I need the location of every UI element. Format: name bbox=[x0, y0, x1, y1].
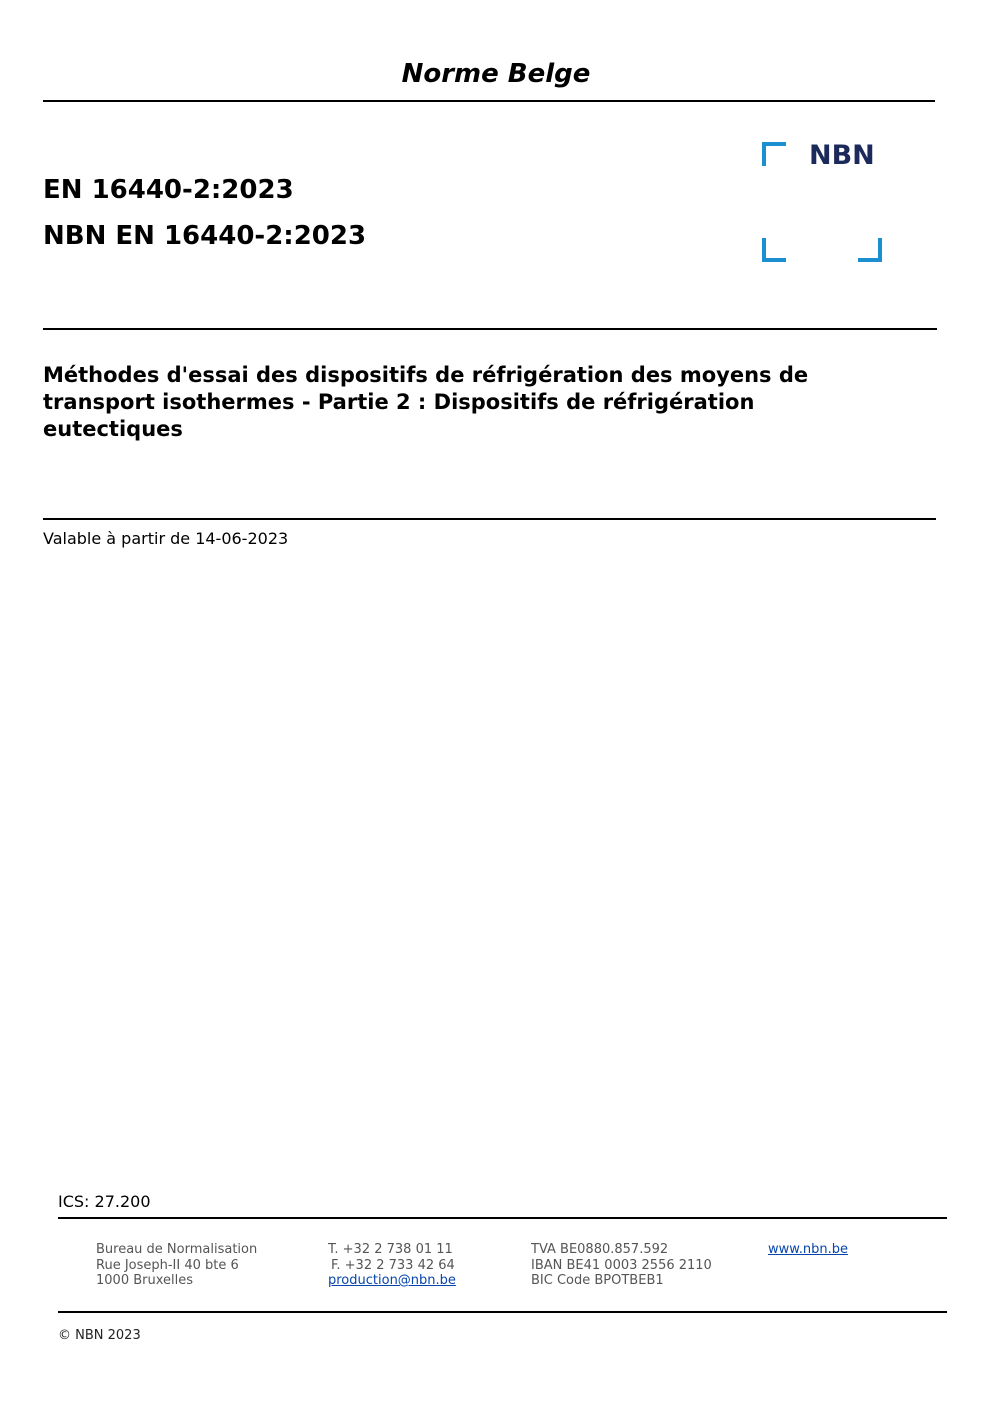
website-link[interactable]: www.nbn.be bbox=[768, 1242, 848, 1257]
footer-contact bbox=[328, 1242, 456, 1289]
header-divider bbox=[43, 100, 935, 102]
reference-divider bbox=[43, 328, 937, 330]
footer-banking bbox=[531, 1242, 712, 1289]
nbn-standard-reference: NBN EN 16440-2:2023 bbox=[43, 221, 367, 251]
validity-date: Valable à partir de 14-06-2023 bbox=[43, 529, 289, 548]
nbn-logo bbox=[762, 142, 886, 264]
vat-number: TVA BE0880.857.592 bbox=[531, 1242, 669, 1257]
iban-number: IBAN BE41 0003 2556 2110 bbox=[531, 1257, 712, 1273]
email-link[interactable]: production@nbn.be bbox=[328, 1273, 456, 1288]
footer-top-divider bbox=[58, 1217, 947, 1219]
bic-code: BIC Code BPOTBEB1 bbox=[531, 1273, 664, 1288]
footer-address bbox=[96, 1242, 257, 1289]
fax-number: F. +32 2 733 42 64 bbox=[331, 1257, 455, 1273]
logo-text: NBN bbox=[809, 140, 875, 171]
document-title: Méthodes d'essai des dispositifs de réfrigération des moyens de transport isothermes - Partie 2 : Dispositifs de réfrigération eutectiques bbox=[43, 363, 809, 441]
address-line: 1000 Bruxelles bbox=[96, 1273, 194, 1288]
en-standard-reference: EN 16440-2:2023 bbox=[43, 175, 294, 205]
footer-bottom-divider bbox=[58, 1311, 947, 1313]
address-line: Rue Joseph-II 40 bte 6 bbox=[96, 1257, 239, 1273]
address-line: Bureau de Normalisation bbox=[96, 1242, 258, 1257]
ics-code: ICS: 27.200 bbox=[58, 1192, 151, 1211]
footer-website bbox=[768, 1242, 848, 1258]
title-divider bbox=[43, 518, 936, 520]
copyright-notice: © NBN 2023 bbox=[58, 1328, 141, 1343]
document-type-heading: Norme Belge bbox=[401, 59, 591, 89]
phone-number: T. +32 2 738 01 11 bbox=[328, 1242, 453, 1257]
